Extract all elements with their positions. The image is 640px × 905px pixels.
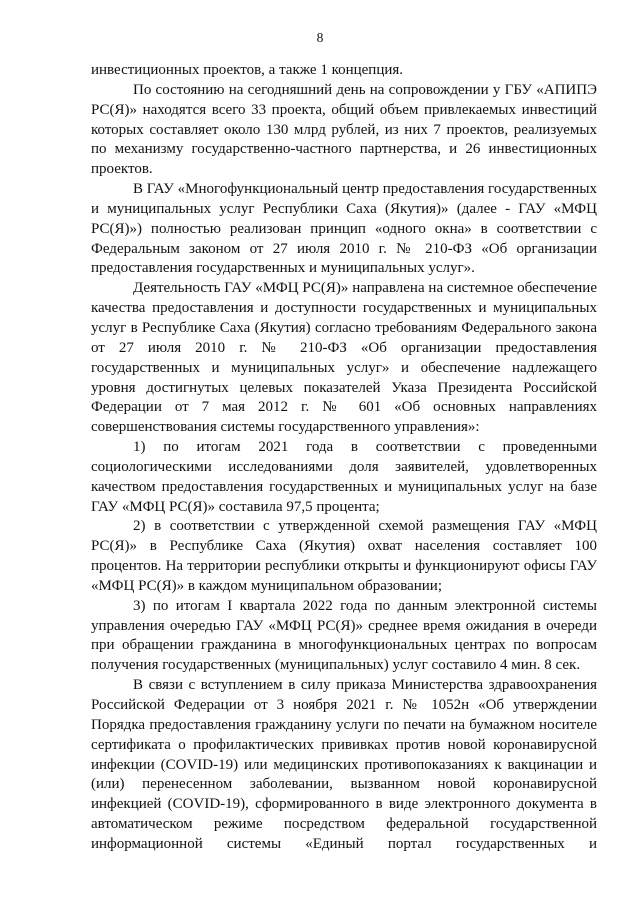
list-item-1: 1) по итогам 2021 года в соответствии с проведенными социологическими исследованиями доля заявителей, удовлетворенных качеством предоставления государственных и муниципальных услуг на базе ГАУ «МФЦ РС(Я)» составила 97,5 процента; xyxy=(91,439,597,515)
paragraph-mfc-activity: Деятельность ГАУ «МФЦ РС(Я)» направлена на системное обеспечение качества предоставления и доступности государственных и муниципальных услуг в Республике Саха (Якутия) согласно требованиям Федерального закона от 27 июля 2010 г. № 210-ФЗ «Об организации предоставления государственных и муниципальных услуг» и обеспечение надлежащего уровня достигнутых целевых показателей Указа Президента Российской Федерации от 7 мая 2012 г. № 601 «Об основных направлениях совершенствования системы государственного управления»: xyxy=(91,280,597,436)
paragraph-covid-certificate: В связи с вступлением в силу приказа Министерства здравоохранения Российской Федерации от 3 ноября 2021 г. № 1052н «Об утверждении Порядка предоставления гражданину услуги по печати на бумажном носителе сертификата о профилактических прививках против новой коронавирусной инфекции (COVID-19) или медицинских противопоказаниях к вакцинации и (или) перенесенном заболевании, вызванном новой коронавирусной инфекцией (COVID-19), сформированного в виде электронного документа в автоматическом режиме посредством федеральной государственной информационной системы «Единый портал государственных и xyxy=(91,677,597,852)
paragraph-continuation: инвестиционных проектов, а также 1 концепция. xyxy=(91,62,404,78)
paragraph-mfc-one-window: В ГАУ «Многофункциональный центр предоставления государственных и муниципальных услуг Республики Саха (Якутия)» (далее - ГАУ «МФЦ РС(Я)») полностью реализован принцип «одного окна» в соответствии с Федеральным законом от 27 июля 2010 г. № 210-ФЗ «Об организации предоставления государственных и муниципальных услуг». xyxy=(91,181,597,277)
list-item-3: 3) по итогам I квартала 2022 года по данным электронной системы управления очередью ГАУ «МФЦ РС(Я)» среднее время ожидания в очереди при обращении гражданина в многофункциональных центрах по вопросам получения государственных (муниципальных) услуг составило 4 мин. 8 сек. xyxy=(91,597,597,674)
document-body xyxy=(91,61,597,855)
page-number: 8 xyxy=(316,30,324,45)
list-item-2: 2) в соответствии с утвержденной схемой размещения ГАУ «МФЦ РС(Я)» в Республике Саха (Якутия) охват населения составляет 100 процентов. На территории республики открыты и функционируют офисы ГАУ «МФЦ РС(Я)» в каждом муниципальном образовании; xyxy=(91,518,597,594)
paragraph-apipe-projects: По состоянию на сегодняшний день на сопровождении у ГБУ «АПИПЭ РС(Я)» находятся всего 33 проекта, общий объем привлекаемых инвестиций которых составляет около 130 млрд рублей, из них 7 проектов, реализуемых по механизму государственно-частного партнерства, и 26 инвестиционных проектов. xyxy=(91,81,597,178)
